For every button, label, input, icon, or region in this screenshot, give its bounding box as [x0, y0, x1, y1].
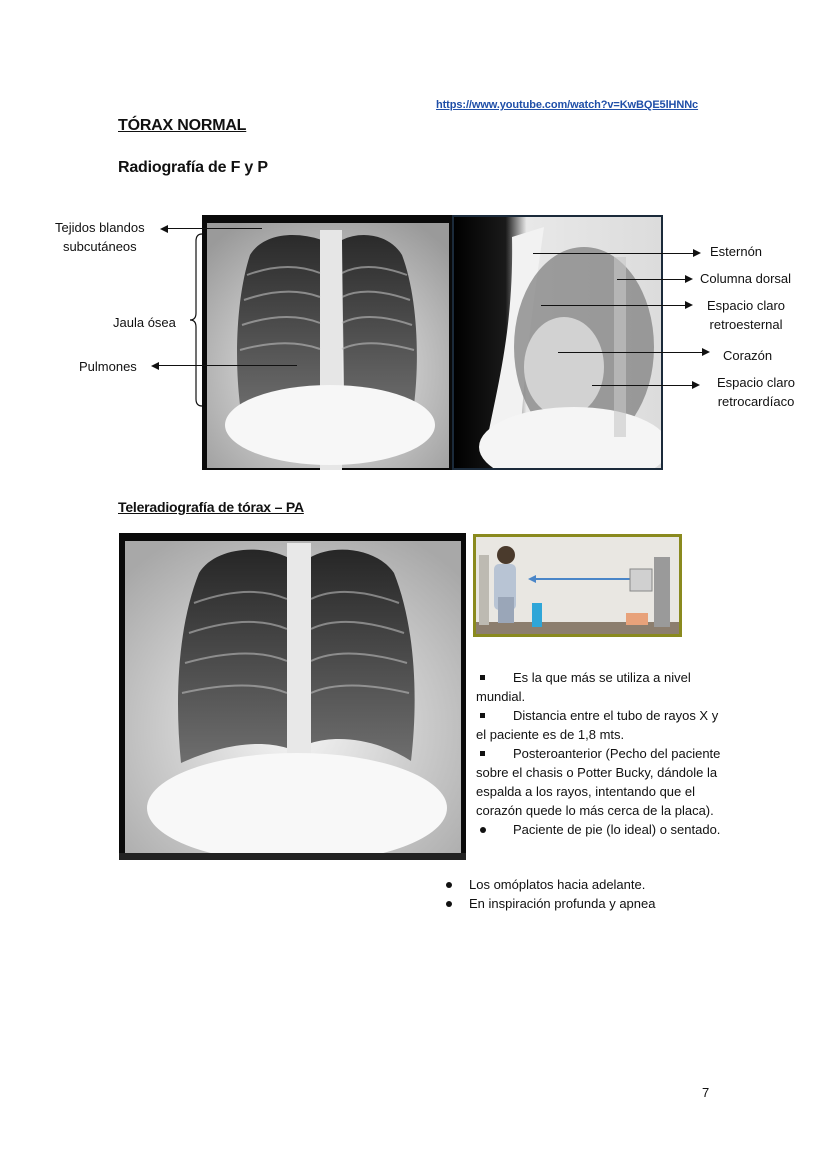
- chest-xray-pa-large-image: [119, 533, 466, 860]
- bullet-list: [476, 668, 721, 839]
- pointer-line: [592, 385, 692, 386]
- pointer-line: [166, 228, 262, 229]
- label-line: Tejidos blandos: [55, 220, 145, 235]
- label-line: Espacio claro: [707, 298, 786, 313]
- dot-bullet-icon: [480, 827, 486, 833]
- arrow-right-icon: [685, 275, 693, 283]
- label-line: retroesternal: [709, 317, 783, 332]
- page-number: 7: [702, 1085, 710, 1100]
- bullet-text: En inspiración profunda y apnea: [469, 896, 656, 911]
- bullet-text: Distancia entre el tubo de rayos X y el paciente es de 1,8 mts.: [476, 708, 719, 742]
- pointer-line: [157, 365, 297, 366]
- arrow-right-icon: [692, 381, 700, 389]
- section-heading-teleradiografia: Teleradiografía de tórax – PA: [118, 499, 304, 515]
- dot-bullet-icon: [446, 882, 452, 888]
- bullet-item: [476, 820, 721, 839]
- arrow-left-icon: [160, 225, 168, 233]
- pointer-line: [558, 352, 702, 353]
- label-corazon: Corazón: [723, 348, 773, 363]
- arrow-right-icon: [685, 301, 693, 309]
- dot-bullet-icon: [446, 901, 452, 907]
- brace-icon: [188, 233, 204, 407]
- label-esternon: Esternón: [710, 244, 763, 259]
- outer-bullet-item: [442, 894, 655, 913]
- patient-positioning-photo: [473, 534, 682, 637]
- label-pulmones: Pulmones: [79, 359, 137, 374]
- bullet-text: Paciente de pie (lo ideal) o sentado.: [513, 822, 721, 837]
- bullet-item: [476, 668, 721, 706]
- label-espacio-retrocardiaco: [717, 373, 795, 411]
- section-heading-f-y-p: Radiografía de F y P: [118, 159, 268, 176]
- square-bullet-icon: [480, 675, 485, 680]
- bullet-item: [476, 706, 721, 744]
- pointer-line: [541, 305, 685, 306]
- label-jaula-osea: Jaula ósea: [113, 315, 176, 330]
- square-bullet-icon: [480, 713, 485, 718]
- arrow-left-icon: [151, 362, 159, 370]
- label-espacio-retroesternal: [707, 296, 785, 334]
- label-line: subcutáneos: [62, 239, 137, 254]
- outer-bullet-item: [442, 875, 645, 894]
- label-line: Espacio claro: [717, 375, 796, 390]
- pointer-line: [533, 253, 693, 254]
- bullet-text: Es la que más se utiliza a nivel mundial.: [476, 670, 691, 704]
- bullet-item: [476, 744, 721, 820]
- label-columna-dorsal: Columna dorsal: [700, 271, 792, 286]
- label-tejidos-blandos: [55, 218, 145, 256]
- chest-xray-pa-image: [202, 215, 452, 470]
- page-title: TÓRAX NORMAL: [118, 117, 247, 134]
- label-line: retrocardíaco: [717, 394, 795, 409]
- pointer-line: [617, 279, 685, 280]
- arrow-right-icon: [702, 348, 710, 356]
- arrow-right-icon: [693, 249, 701, 257]
- youtube-link[interactable]: https://www.youtube.com/watch?v=KwBQE5lHNNc: [436, 99, 699, 111]
- square-bullet-icon: [480, 751, 485, 756]
- bullet-text: Los omóplatos hacia adelante.: [469, 877, 646, 892]
- bullet-text: Posteroanterior (Pecho del paciente sobre el chasis o Potter Bucky, dándole la espalda a los rayos, intentando que el corazón quede lo más cerca de la placa).: [476, 746, 721, 818]
